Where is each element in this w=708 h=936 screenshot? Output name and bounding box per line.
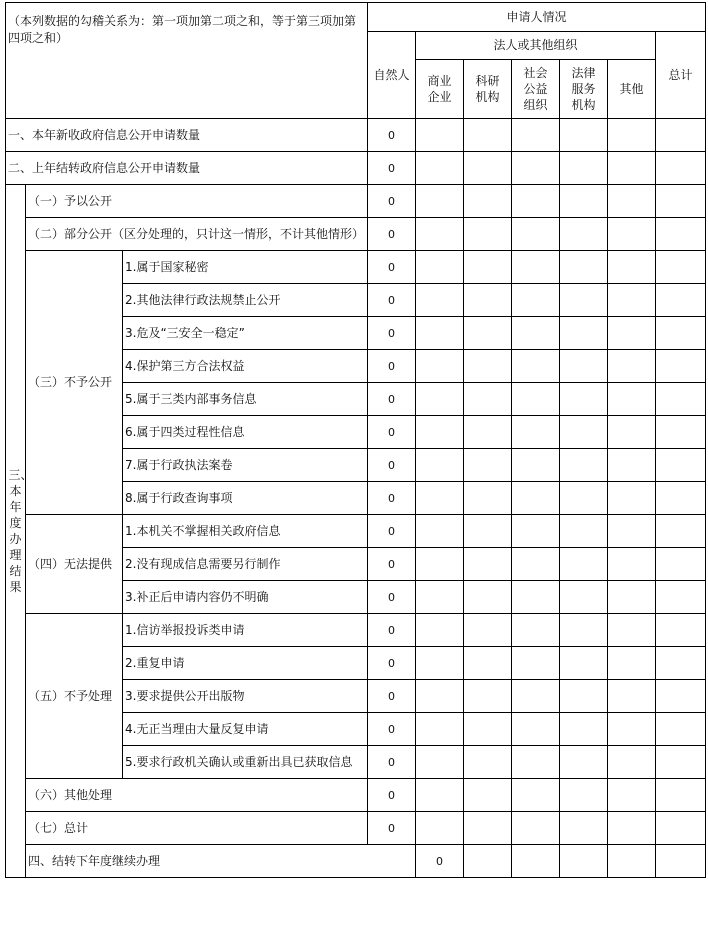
empty-cell	[512, 713, 560, 746]
empty-cell	[560, 713, 608, 746]
natural-person-value: 0	[368, 812, 416, 845]
row-label: 8.属于行政查询事项	[123, 482, 368, 515]
row-label: 3.危及“三安全一稳定”	[123, 317, 368, 350]
empty-cell	[608, 779, 656, 812]
empty-cell	[656, 581, 706, 614]
empty-cell	[656, 680, 706, 713]
empty-cell	[512, 482, 560, 515]
empty-cell	[464, 614, 512, 647]
empty-cell	[608, 713, 656, 746]
empty-cell	[656, 119, 706, 152]
empty-cell	[512, 416, 560, 449]
empty-cell	[512, 614, 560, 647]
empty-cell	[560, 680, 608, 713]
empty-cell	[608, 680, 656, 713]
empty-cell	[464, 713, 512, 746]
empty-cell	[656, 317, 706, 350]
empty-cell	[512, 779, 560, 812]
empty-cell	[512, 383, 560, 416]
table-row	[6, 614, 706, 647]
row-label: 6.属于四类过程性信息	[123, 416, 368, 449]
empty-cell	[608, 614, 656, 647]
natural-person-value: 0	[368, 614, 416, 647]
empty-cell	[560, 416, 608, 449]
empty-cell	[464, 416, 512, 449]
empty-cell	[416, 647, 464, 680]
empty-cell	[608, 119, 656, 152]
empty-cell	[608, 218, 656, 251]
empty-cell	[416, 185, 464, 218]
empty-cell	[464, 449, 512, 482]
empty-cell	[464, 746, 512, 779]
empty-cell	[560, 218, 608, 251]
empty-cell	[512, 515, 560, 548]
group-label: （三）不予公开	[26, 251, 123, 515]
row-label: 1.本机关不掌握相关政府信息	[123, 515, 368, 548]
row-label: （六）其他处理	[26, 779, 368, 812]
natural-person-value: 0	[368, 449, 416, 482]
empty-cell	[608, 284, 656, 317]
empty-cell	[608, 152, 656, 185]
empty-cell	[416, 614, 464, 647]
empty-cell	[560, 251, 608, 284]
empty-cell	[656, 482, 706, 515]
empty-cell	[608, 482, 656, 515]
empty-cell	[560, 845, 608, 878]
empty-cell	[656, 383, 706, 416]
empty-cell	[656, 350, 706, 383]
empty-cell	[512, 185, 560, 218]
row-label: 一、本年新收政府信息公开申请数量	[6, 119, 368, 152]
row-label: 5.要求行政机关确认或重新出具已获取信息	[123, 746, 368, 779]
natural-person-value: 0	[368, 647, 416, 680]
table-row	[6, 119, 706, 152]
header-legal-and-other: 法人或其他组织	[416, 32, 656, 60]
natural-person-value: 0	[368, 317, 416, 350]
natural-person-value: 0	[368, 218, 416, 251]
header-social-welfare: 社会公益组织	[512, 60, 560, 119]
empty-cell	[656, 449, 706, 482]
empty-cell	[416, 218, 464, 251]
natural-person-value: 0	[368, 416, 416, 449]
table-row	[6, 218, 706, 251]
empty-cell	[464, 152, 512, 185]
empty-cell	[608, 383, 656, 416]
header-natural-person: 自然人	[368, 32, 416, 119]
empty-cell	[560, 185, 608, 218]
empty-cell	[656, 548, 706, 581]
empty-cell	[464, 317, 512, 350]
empty-cell	[512, 119, 560, 152]
empty-cell	[560, 779, 608, 812]
empty-cell	[464, 119, 512, 152]
group-label: （五）不予处理	[26, 614, 123, 779]
empty-cell	[560, 284, 608, 317]
empty-cell	[464, 647, 512, 680]
empty-cell	[416, 812, 464, 845]
empty-cell	[656, 647, 706, 680]
row-label: （七）总计	[26, 812, 368, 845]
empty-cell	[656, 185, 706, 218]
table-row	[6, 251, 706, 284]
empty-cell	[464, 680, 512, 713]
empty-cell	[560, 152, 608, 185]
empty-cell	[560, 812, 608, 845]
natural-person-value: 0	[368, 383, 416, 416]
empty-cell	[464, 383, 512, 416]
natural-person-value: 0	[368, 515, 416, 548]
table-row	[6, 812, 706, 845]
row-label: 2.重复申请	[123, 647, 368, 680]
row-label: 2.其他法律行政法规禁止公开	[123, 284, 368, 317]
natural-person-value: 0	[416, 845, 464, 878]
empty-cell	[416, 284, 464, 317]
empty-cell	[656, 779, 706, 812]
header-business: 商业企业	[416, 60, 464, 119]
natural-person-value: 0	[368, 284, 416, 317]
empty-cell	[560, 119, 608, 152]
row-label: 3.补正后申请内容仍不明确	[123, 581, 368, 614]
empty-cell	[512, 284, 560, 317]
empty-cell	[512, 581, 560, 614]
natural-person-value: 0	[368, 251, 416, 284]
empty-cell	[416, 746, 464, 779]
empty-cell	[416, 152, 464, 185]
natural-person-value: 0	[368, 482, 416, 515]
empty-cell	[464, 350, 512, 383]
empty-cell	[464, 251, 512, 284]
empty-cell	[416, 416, 464, 449]
natural-person-value: 0	[368, 350, 416, 383]
empty-cell	[560, 482, 608, 515]
empty-cell	[608, 185, 656, 218]
natural-person-value: 0	[368, 713, 416, 746]
header-applicant-situation: 申请人情况	[368, 3, 706, 32]
empty-cell	[656, 713, 706, 746]
empty-cell	[608, 647, 656, 680]
natural-person-value: 0	[368, 119, 416, 152]
table-row	[6, 515, 706, 548]
natural-person-value: 0	[368, 746, 416, 779]
empty-cell	[464, 581, 512, 614]
empty-cell	[656, 746, 706, 779]
empty-cell	[512, 647, 560, 680]
row-label: （一）予以公开	[26, 185, 368, 218]
table-row	[6, 152, 706, 185]
empty-cell	[512, 548, 560, 581]
empty-cell	[416, 581, 464, 614]
table-row	[6, 779, 706, 812]
empty-cell	[416, 779, 464, 812]
gov-info-disclosure-table	[5, 2, 706, 878]
empty-cell	[608, 812, 656, 845]
natural-person-value: 0	[368, 548, 416, 581]
empty-cell	[512, 746, 560, 779]
empty-cell	[608, 317, 656, 350]
empty-cell	[560, 515, 608, 548]
empty-cell	[464, 812, 512, 845]
empty-cell	[512, 812, 560, 845]
row-label: 四、结转下年度继续办理	[26, 845, 416, 878]
empty-cell	[560, 614, 608, 647]
row-label: 4.保护第三方合法权益	[123, 350, 368, 383]
empty-cell	[608, 845, 656, 878]
empty-cell	[512, 251, 560, 284]
empty-cell	[608, 515, 656, 548]
empty-cell	[416, 449, 464, 482]
empty-cell	[512, 845, 560, 878]
empty-cell	[416, 350, 464, 383]
empty-cell	[464, 779, 512, 812]
empty-cell	[512, 449, 560, 482]
row-label: 5.属于三类内部事务信息	[123, 383, 368, 416]
header-research: 科研机构	[464, 60, 512, 119]
empty-cell	[656, 152, 706, 185]
empty-cell	[416, 548, 464, 581]
empty-cell	[512, 152, 560, 185]
empty-cell	[416, 317, 464, 350]
empty-cell	[656, 284, 706, 317]
header-note: （本列数据的勾稽关系为：第一项加第二项之和，等于第三项加第四项之和）	[6, 3, 368, 119]
empty-cell	[560, 548, 608, 581]
table-row	[6, 185, 706, 218]
row-label: 4.无正当理由大量反复申请	[123, 713, 368, 746]
empty-cell	[512, 218, 560, 251]
empty-cell	[464, 218, 512, 251]
header-other: 其他	[608, 60, 656, 119]
table-row	[6, 845, 706, 878]
empty-cell	[464, 515, 512, 548]
empty-cell	[656, 614, 706, 647]
row-label: 2.没有现成信息需要另行制作	[123, 548, 368, 581]
row-label: 二、上年结转政府信息公开申请数量	[6, 152, 368, 185]
section-3-label: 三、本年度办理结果	[6, 185, 26, 878]
row-label: 7.属于行政执法案卷	[123, 449, 368, 482]
empty-cell	[608, 548, 656, 581]
empty-cell	[656, 416, 706, 449]
empty-cell	[608, 581, 656, 614]
empty-cell	[560, 581, 608, 614]
empty-cell	[656, 515, 706, 548]
empty-cell	[416, 119, 464, 152]
empty-cell	[464, 185, 512, 218]
empty-cell	[464, 845, 512, 878]
empty-cell	[416, 251, 464, 284]
empty-cell	[512, 317, 560, 350]
empty-cell	[560, 647, 608, 680]
empty-cell	[464, 548, 512, 581]
row-label: 3.要求提供公开出版物	[123, 680, 368, 713]
empty-cell	[560, 449, 608, 482]
empty-cell	[656, 218, 706, 251]
group-label: （四）无法提供	[26, 515, 123, 614]
empty-cell	[464, 284, 512, 317]
empty-cell	[416, 515, 464, 548]
row-label: （二）部分公开（区分处理的，只计这一情形，不计其他情形）	[26, 218, 368, 251]
empty-cell	[560, 350, 608, 383]
empty-cell	[608, 746, 656, 779]
empty-cell	[416, 482, 464, 515]
empty-cell	[512, 680, 560, 713]
empty-cell	[464, 482, 512, 515]
empty-cell	[560, 383, 608, 416]
empty-cell	[656, 812, 706, 845]
empty-cell	[608, 251, 656, 284]
empty-cell	[560, 746, 608, 779]
row-label: 1.属于国家秘密	[123, 251, 368, 284]
empty-cell	[416, 680, 464, 713]
natural-person-value: 0	[368, 185, 416, 218]
header-total: 总计	[656, 32, 706, 119]
empty-cell	[416, 383, 464, 416]
natural-person-value: 0	[368, 152, 416, 185]
empty-cell	[608, 350, 656, 383]
empty-cell	[608, 416, 656, 449]
empty-cell	[656, 251, 706, 284]
empty-cell	[512, 350, 560, 383]
empty-cell	[416, 713, 464, 746]
empty-cell	[608, 449, 656, 482]
natural-person-value: 0	[368, 680, 416, 713]
header-legal-service: 法律服务机构	[560, 60, 608, 119]
row-label: 1.信访举报投诉类申请	[123, 614, 368, 647]
empty-cell	[560, 317, 608, 350]
natural-person-value: 0	[368, 581, 416, 614]
empty-cell	[656, 845, 706, 878]
natural-person-value: 0	[368, 779, 416, 812]
